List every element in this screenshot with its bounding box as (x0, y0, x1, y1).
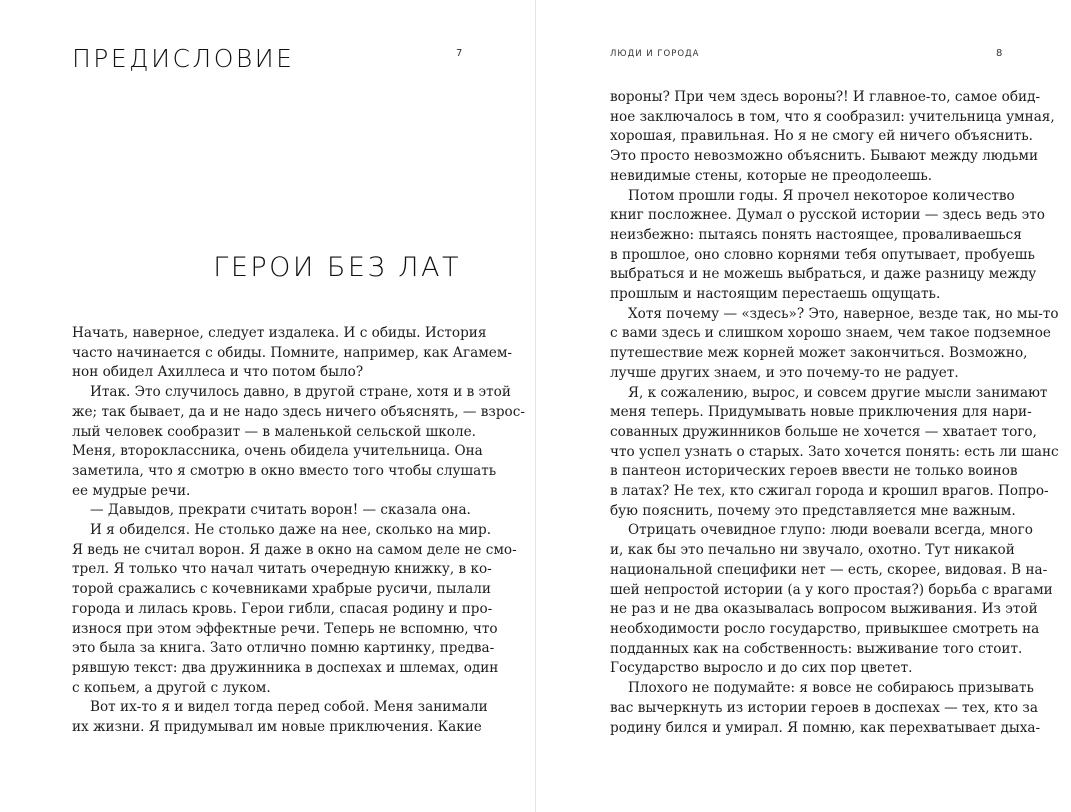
text-line: книг посложнее. Думал о русской истории — здесь ведь это (610, 207, 1045, 224)
text-line: ее мудрые речи. (72, 482, 191, 499)
text-line: это была за книга. Зато отлично помню картинку, предва- (72, 640, 495, 657)
text-line: Потом прошли годы. Я прочел некоторое количество (628, 187, 1015, 204)
text-line: в прошлое, оно словно корнями тебя опутывает, пробуешь (610, 246, 1035, 263)
text-line: Это просто невозможно объяснить. Бывают между людьми (610, 148, 1039, 165)
text-line: торой сражались с кочевниками храбрые русичи, пылали (72, 581, 491, 598)
text-line: ное заключалось в том, что я сообразил: учительница умная, (610, 108, 1055, 125)
text-line: Итак. Это случилось давно, в другой стране, хотя и в этой (90, 384, 511, 401)
text-line: города и лилась кровь. Герои гибли, спасая родину и про- (72, 600, 493, 617)
section-title: ПРЕДИСЛОВИЕ (72, 44, 295, 73)
text-line: износя при этом эффектные речи. Теперь не вспомню, что (72, 620, 498, 637)
text-line: национальной специфики нет — есть, скорее, видовая. В на- (610, 561, 1048, 578)
text-line: необходимости росло государство, привыкшее смотреть на (610, 620, 1040, 637)
text-line: Начать, наверное, следует издалека. И с обиды. История (72, 325, 487, 341)
text-line: Я, к сожалению, вырос, и совсем другие мысли занимают (628, 384, 1048, 401)
left-page (0, 0, 535, 812)
text-line: сованных дружинников больше не хочется — хватает того, (610, 423, 1037, 440)
text-line: с копьем, а другой с луком. (72, 679, 271, 696)
text-line: нон обидел Ахиллеса и что потом было? (72, 364, 364, 381)
text-line: бую пояснить, почему это представляется мне важным. (610, 502, 1016, 519)
text-line: неизбежно: пытаясь понять настоящее, проваливаешься (610, 226, 1022, 243)
text-line: вас вычеркнуть из истории героев в доспехах — тех, кто за (610, 699, 1038, 716)
text-line: Плохого не подумайте: я вовсе не собираюсь призывать (628, 680, 1034, 697)
text-line: Государство выросло и до сих пор цветет. (610, 660, 913, 677)
text-line: Меня, второклассника, очень обидела учительница. Она (72, 443, 483, 460)
text-line: невидимые стены, которые не преодолеешь. (610, 167, 933, 184)
page-number-left: 7 (456, 48, 463, 59)
text-line: шей непростой истории (а у кого простая?) борьба с врагами (610, 581, 1053, 598)
text-line: что успел узнать о старых. Зато хочется понять: есть ли шанс (610, 443, 1059, 460)
right-page (536, 0, 1071, 812)
text-line: лый человек сообразит — в маленькой сельской школе. (72, 423, 476, 440)
text-line: меня теперь. Придумывать новые приключения для нари- (610, 404, 1032, 421)
text-line: выбраться и не можешь выбраться, и даже разницу между (610, 266, 1037, 283)
text-line: рявшую текст: два дружинника в доспехах и шлемах, один (72, 659, 499, 676)
text-line: И я обиделся. Не столько даже на нее, сколько на мир. (90, 522, 492, 539)
text-line: их жизни. Я придумывал им новые приключения. Какие (72, 719, 482, 736)
text-line: Вот их-то я и видел тогда перед собой. Меня занимали (90, 699, 488, 716)
text-line: же; так бывает, да и не надо здесь ничего объяснять, — взрос- (72, 403, 525, 420)
text-line: путешествие меж корней может закончиться. Возможно, (610, 345, 1028, 362)
running-head: ЛЮДИ И ГОРОДА (610, 49, 700, 59)
text-line: лучше других знаем, и это почему-то не радует. (610, 364, 959, 381)
text-line: Хотя почему — «здесь»? Это, наверное, везде так, но мы-то (628, 305, 1059, 322)
text-line: вороны? При чем здесь вороны?! И главное-то, самое обид- (610, 89, 1041, 105)
text-line: не раз и не два оказывалась вопросом выживания. Из этой (610, 601, 1038, 618)
page-number-right: 8 (996, 48, 1003, 59)
text-line: и, как бы это печально ни звучало, охотно. Тут никакой (610, 542, 1015, 559)
text-line: в латах? Не тех, кто сжигал города и крошил врагов. Попро- (610, 483, 1049, 500)
text-line: в пантеон исторических героев ввести не только воинов (610, 463, 1018, 480)
text-line: заметила, что я смотрю в окно вместо того чтобы слушать (72, 462, 497, 479)
text-line: с вами здесь и слишком хорошо знаем, чем такое подземное (610, 325, 1051, 342)
text-line: Я ведь не считал ворон. Я даже в окно на самом деле не смо- (72, 541, 517, 558)
text-line: Отрицать очевидное глупо: люди воевали всегда, много (628, 522, 1033, 539)
body-text-left (72, 324, 525, 738)
text-line: родину бился и умирал. Я помню, как перехватывает дыха- (610, 719, 1041, 736)
chapter-title: ГЕРОИ БЕЗ ЛАТ (213, 252, 461, 283)
text-line: хорошая, правильная. Но я не смогу ей ничего объяснить. (610, 128, 1033, 145)
text-line: подданных как на собственность: выживание того стоит. (610, 640, 1023, 657)
text-line: часто начинается с обиды. Помните, например, как Агамем- (72, 344, 512, 361)
text-line: трел. Я только что начал читать очередную книжку, в ко- (72, 561, 492, 578)
text-line: прошлым и настоящим перестаешь ощущать. (610, 286, 941, 303)
text-line: — Давыдов, прекрати считать ворон! — сказала она. (90, 502, 471, 519)
body-text-right (610, 88, 1059, 738)
